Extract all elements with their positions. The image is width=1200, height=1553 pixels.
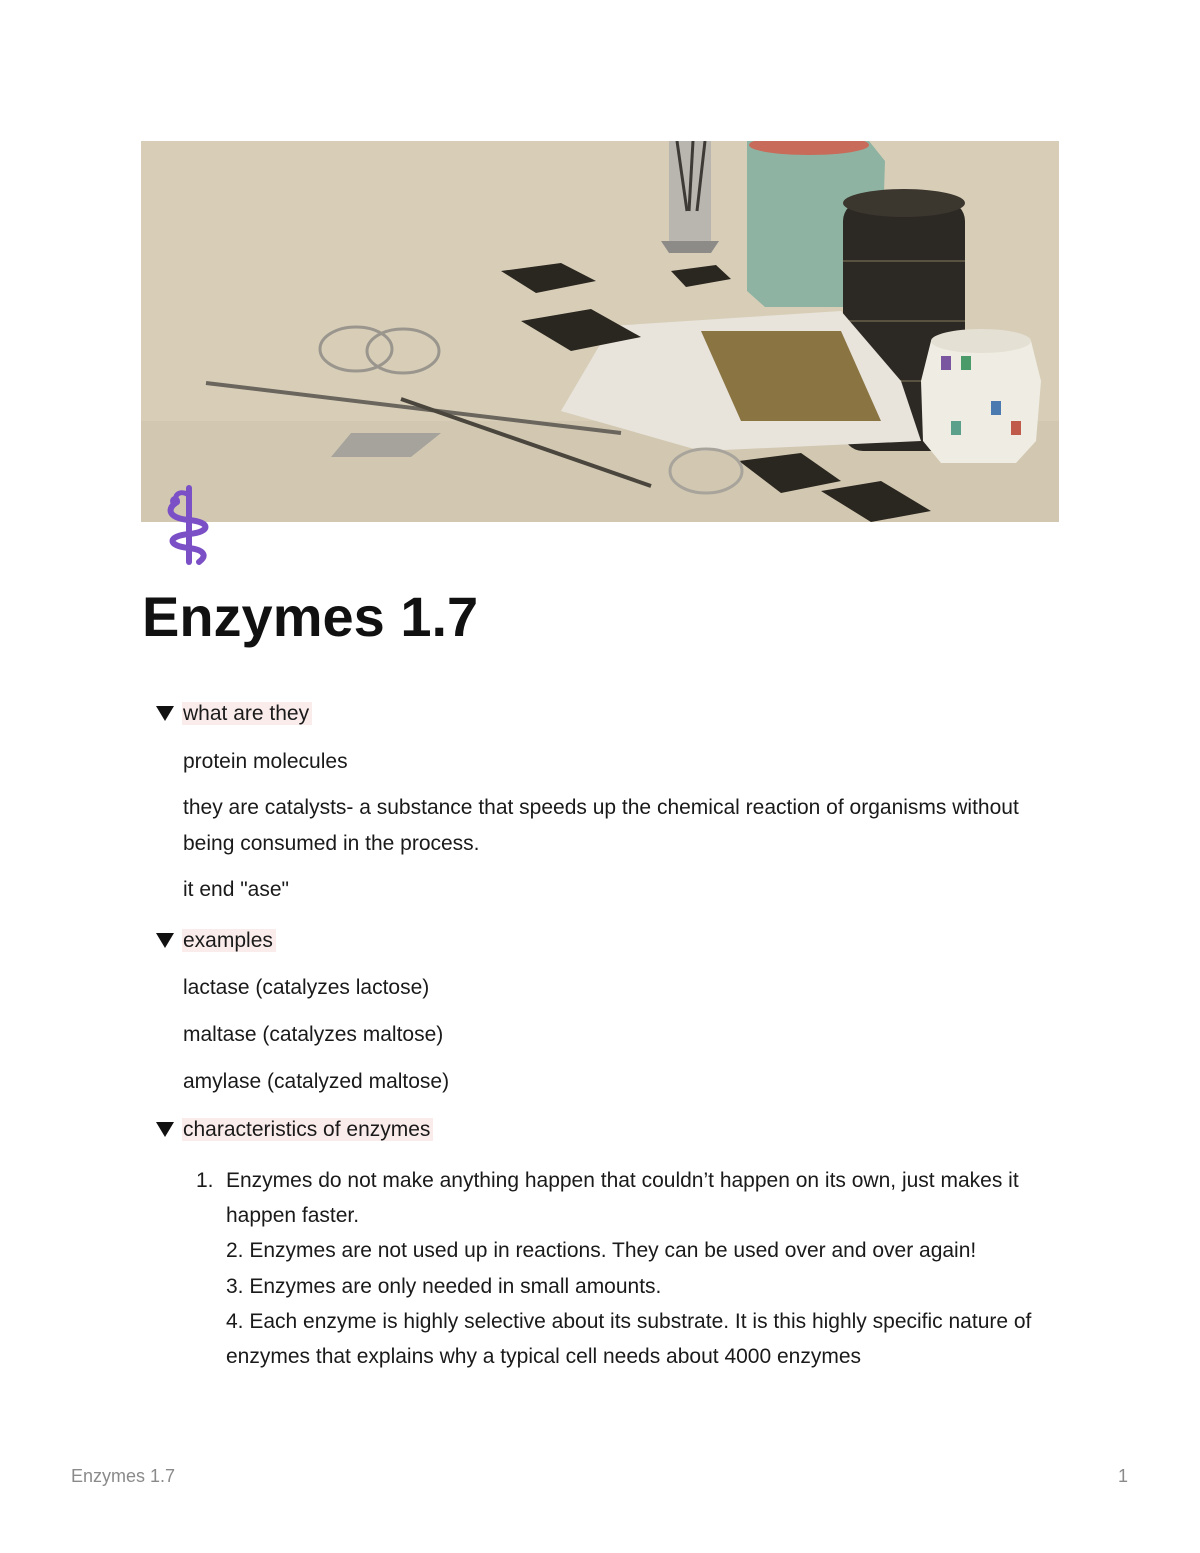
list-line: 2. Enzymes are not used up in reactions. They can be used over and over again! (226, 1239, 977, 1263)
toggle-label: examples (182, 929, 276, 952)
page-title: Enzymes 1.7 (142, 585, 479, 648)
triangle-down-icon[interactable] (156, 1122, 174, 1137)
footer-page-number: 1 (1118, 1466, 1129, 1486)
paragraph: protein molecules (183, 750, 348, 773)
paragraph: they are catalysts- a substance that speeds up the chemical reaction of organisms without being consumed in the process. (183, 796, 1019, 855)
caduceus-icon (157, 484, 221, 568)
cover-image (141, 141, 1059, 522)
toggle-characteristics[interactable] (156, 1115, 433, 1145)
toggle-label: what are they (182, 702, 312, 725)
list-number: 1. (196, 1169, 214, 1192)
paragraph: it end "ase" (183, 878, 289, 901)
toggle-label: characteristics of enzymes (182, 1118, 433, 1141)
paragraph: lactase (catalyzes lactose) (183, 976, 430, 999)
toggle-what-are-they[interactable] (156, 699, 312, 729)
list-item-text (226, 1163, 1046, 1374)
triangle-down-icon[interactable] (156, 706, 174, 721)
list-line: 4. Each enzyme is highly selective about its substrate. It is this highly specific nature of enzymes that explains why a typical cell needs about 4000 enzymes (226, 1309, 1032, 1369)
footer-title: Enzymes 1.7 (71, 1466, 176, 1486)
triangle-down-icon[interactable] (156, 933, 174, 948)
list-line: 3. Enzymes are only needed in small amounts. (226, 1274, 662, 1298)
paragraph: amylase (catalyzed maltose) (183, 1070, 450, 1093)
toggle-examples[interactable] (156, 926, 276, 956)
list-line: Enzymes do not make anything happen that couldn’t happen on its own, just makes it happen faster. (226, 1169, 1019, 1228)
paragraph: maltase (catalyzes maltose) (183, 1023, 444, 1046)
